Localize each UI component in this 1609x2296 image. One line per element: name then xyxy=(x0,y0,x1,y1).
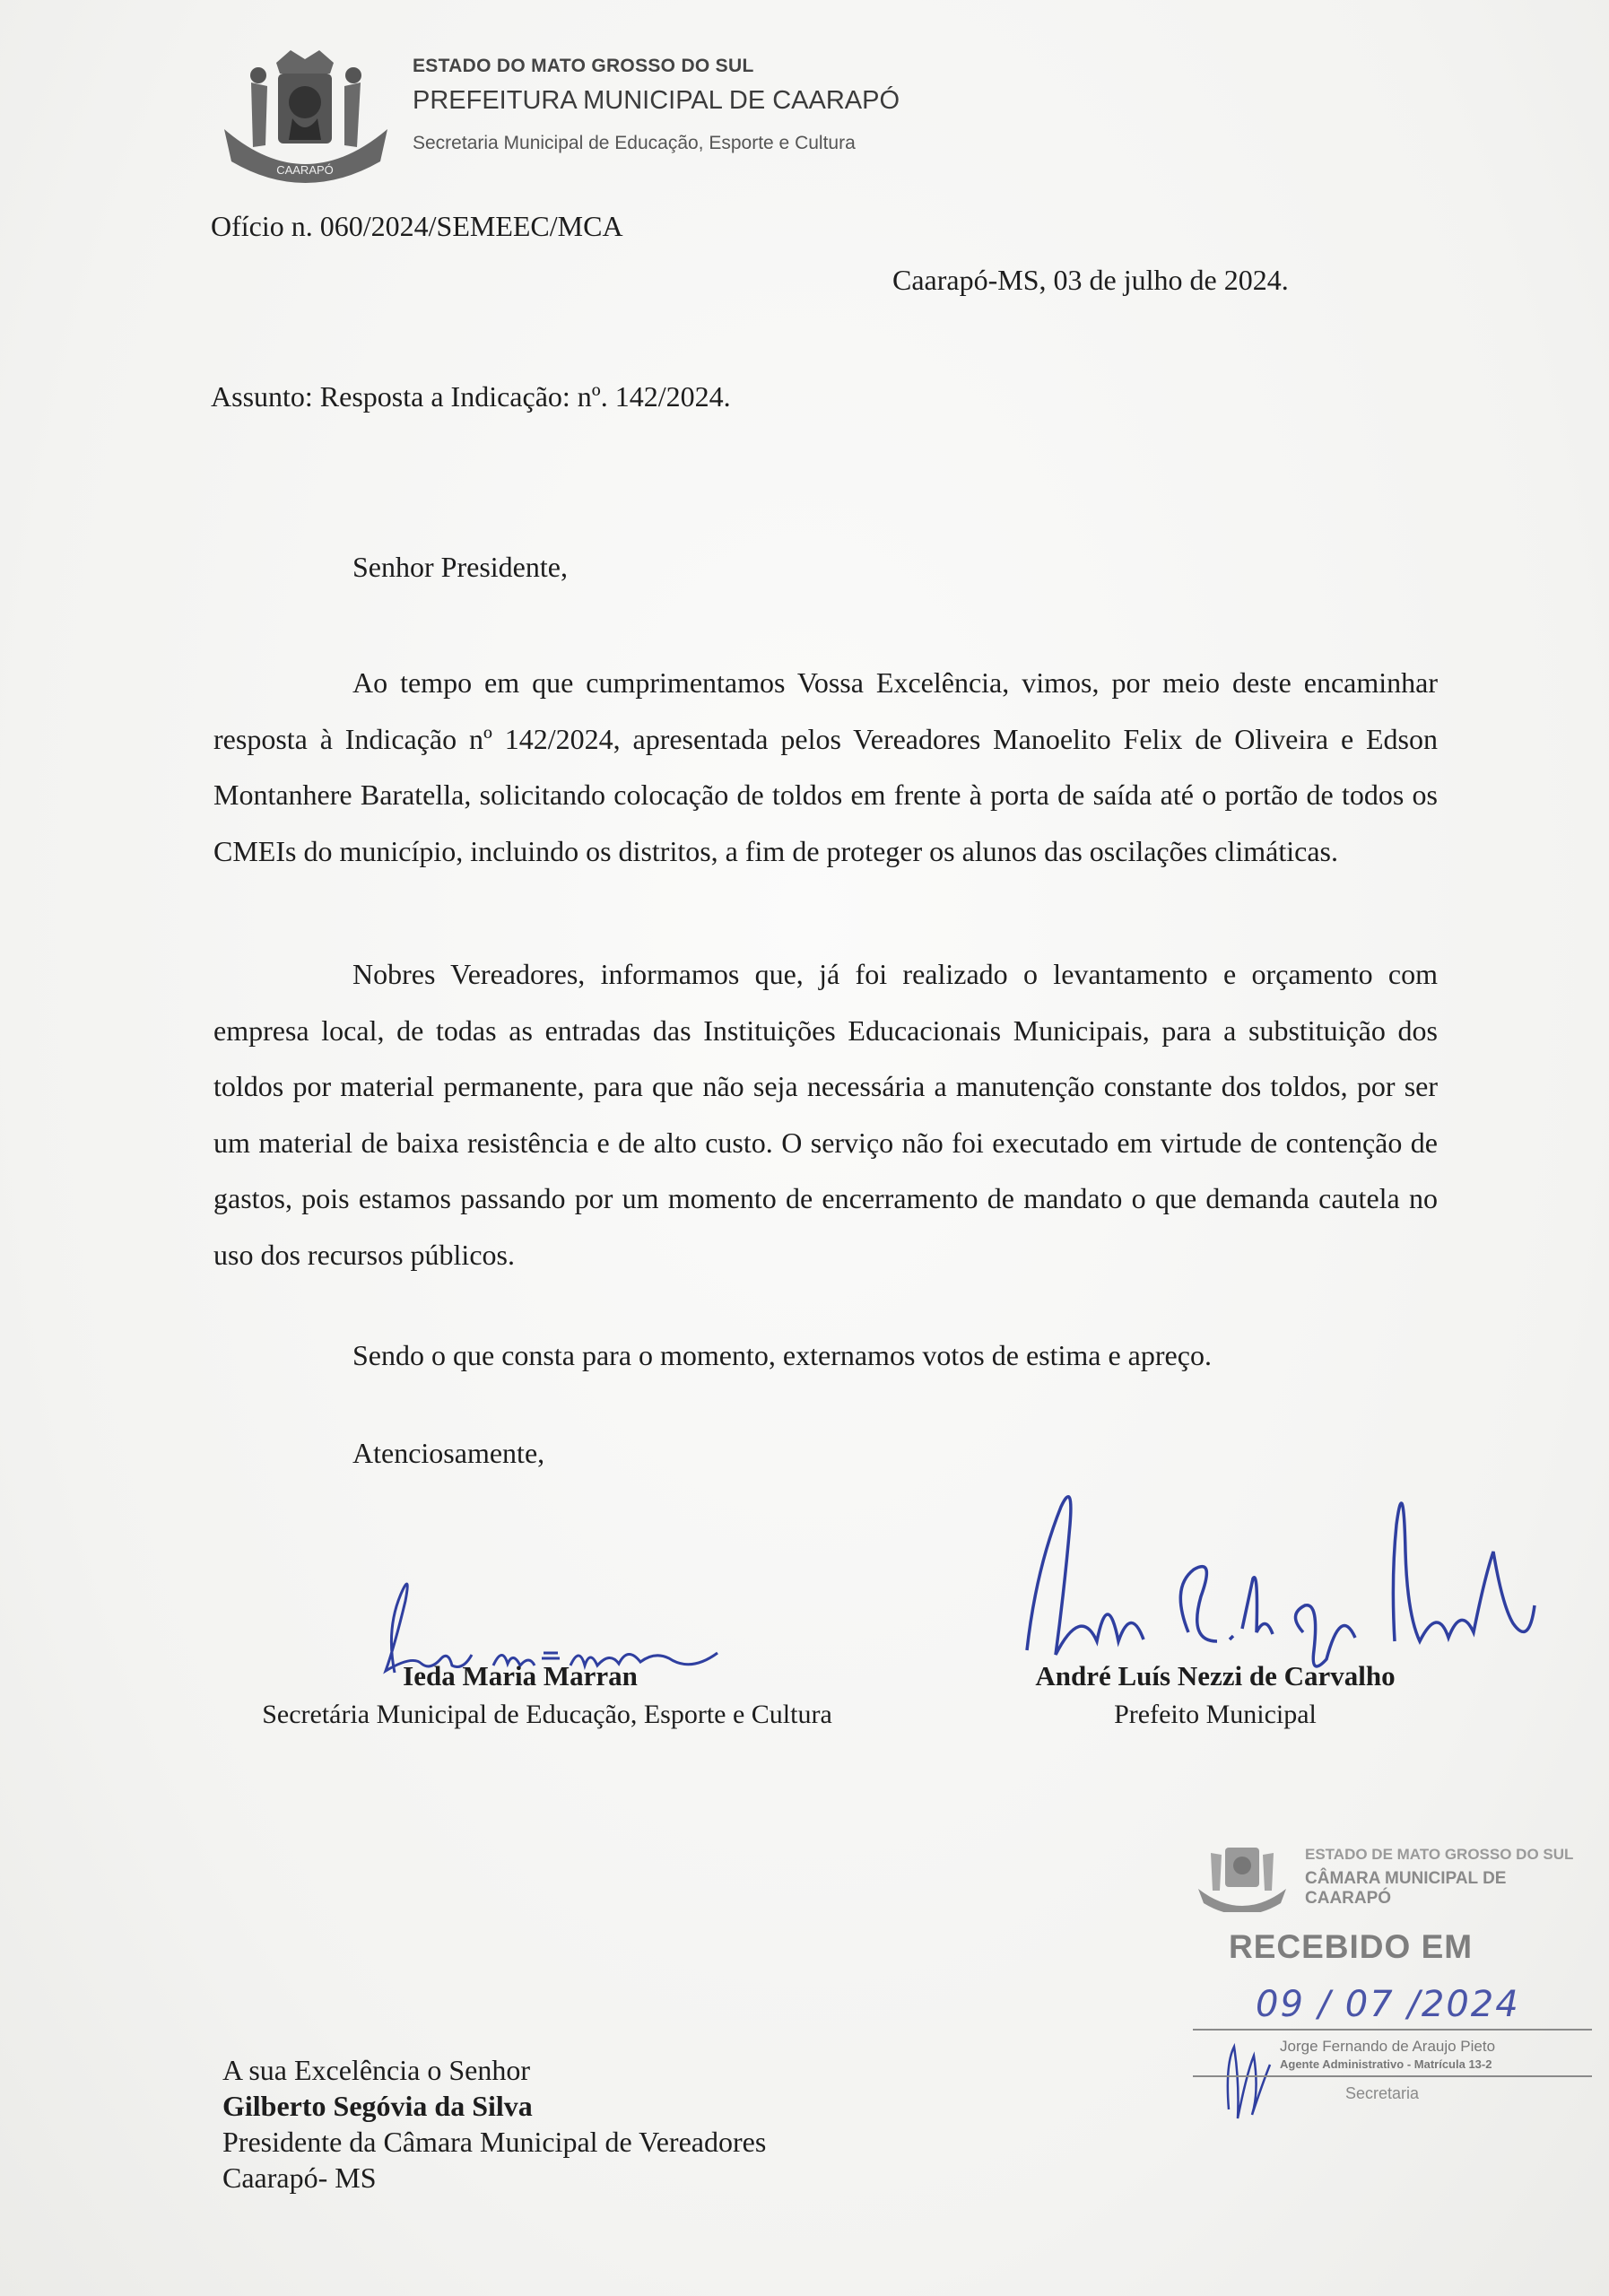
salutation: Senhor Presidente, xyxy=(352,551,568,583)
mayor-name: André Luís Nezzi de Carvalho xyxy=(1035,1660,1396,1692)
addressee-name: Gilberto Segóvia da Silva xyxy=(222,2090,533,2122)
header-secretaria: Secretaria Municipal de Educação, Esporte e Cultura xyxy=(413,133,856,153)
stamp-clerk-name: Jorge Fernando de Araujo Pieto xyxy=(1280,2038,1496,2055)
stamp-received-label: RECEBIDO EM xyxy=(1229,1928,1474,1965)
addressee-city: Caarapó- MS xyxy=(222,2161,377,2194)
stamp-divider xyxy=(1193,2075,1592,2077)
stamp-state: ESTADO DE MATO GROSSO DO SUL xyxy=(1305,1846,1574,1863)
stamp-department: Secretaria xyxy=(1345,2084,1420,2102)
letter-date: Caarapó-MS, 03 de julho de 2024. xyxy=(892,264,1289,296)
mayor-role: Prefeito Municipal xyxy=(1114,1700,1317,1729)
stamp-clerk-role: Agente Administrativo - Matrícula 13-2 xyxy=(1280,2057,1492,2071)
secretary-role: Secretária Municipal de Educação, Esporte e Cultura xyxy=(262,1700,832,1729)
body-paragraph-1: Ao tempo em que cumprimentamos Vossa Excelência, vimos, por meio deste encaminhar resposta à Indicação nº 142/2024, apresentada pelos Vereadores Manoelito Felix de Oliveira e Edson Montanhere Baratella, solicitando colocação de toldos em frente à porta de saída até o portão de todos os CMEIs do município, incluindo os distritos, a fim de proteger os alunos das oscilações climáticas. xyxy=(213,666,1438,867)
subject-line: Assunto: Resposta a Indicação: nº. 142/2024. xyxy=(211,380,731,413)
addressee-line: A sua Excelência o Senhor xyxy=(222,2054,530,2086)
secretary-name: Ieda Maria Marran xyxy=(403,1660,638,1692)
header-prefeitura: PREFEITURA MUNICIPAL DE CAARAPÓ xyxy=(413,86,900,115)
camara-crest-icon xyxy=(1193,1840,1292,1912)
oficio-number: Ofício n. 060/2024/SEMEEC/MCA xyxy=(211,210,623,242)
crest-banner-text: CAARAPÓ xyxy=(276,163,334,177)
mayor-signature-icon xyxy=(1018,1471,1538,1682)
body-paragraph-2: Nobres Vereadores, informamos que, já foi realizado o levantamento e orçamento com empresa local, de todas as entradas das Instituições Educacionais Municipais, para a substituição dos toldos por material permanente, para que não seja necessária a manutenção constante dos toldos, por ser um material de baixa resistência e de alto custo. O serviço não foi executado em virtude de contenção de gastos, pois estamos passando por um momento de encerramento de mandato o que demanda cautela no uso dos recursos públicos. xyxy=(213,958,1438,1271)
addressee-title: Presidente da Câmara Municipal de Vereadores xyxy=(222,2126,767,2158)
receipt-stamp xyxy=(1193,1830,1596,2135)
header-state: ESTADO DO MATO GROSSO DO SUL xyxy=(413,56,754,76)
stamp-received-date: 09 / 07 /2024 xyxy=(1256,1984,1520,2025)
stamp-camara: CÂMARA MUNICIPAL DE CAARAPÓ xyxy=(1305,1869,1507,1908)
closing-phrase: Atenciosamente, xyxy=(352,1437,545,1469)
body-paragraph-3: Sendo o que consta para o momento, externamos votos de estima e apreço. xyxy=(352,1339,1212,1371)
municipal-crest-icon xyxy=(212,47,400,188)
clerk-initial-icon xyxy=(1211,2029,1274,2127)
